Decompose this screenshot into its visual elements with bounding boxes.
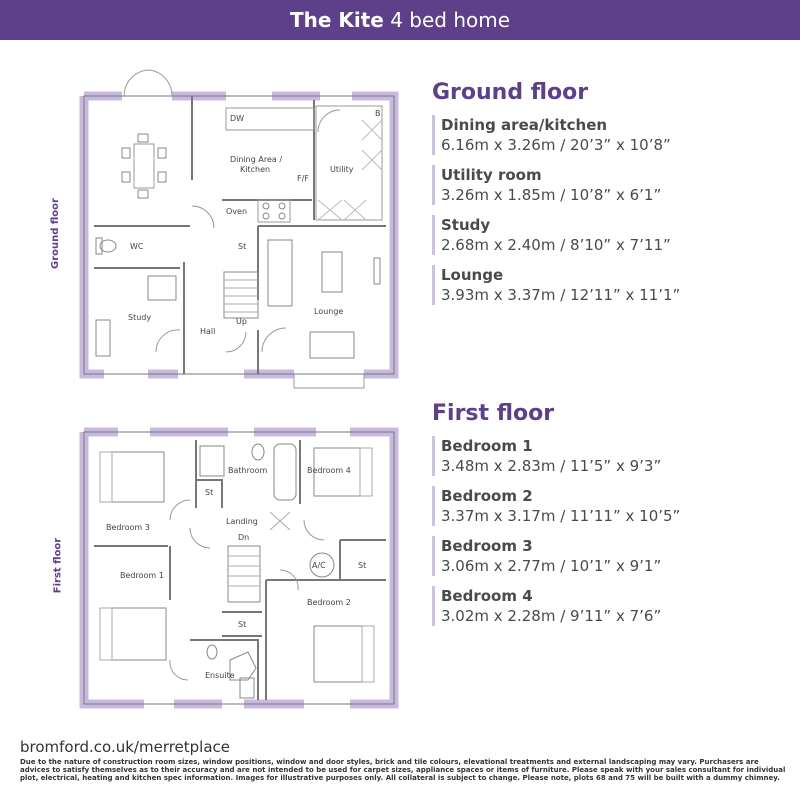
room-dimensions: 3.02m x 2.28m / 9’11” x 7’6” bbox=[441, 607, 662, 625]
plan-label-st3: St bbox=[238, 620, 247, 629]
room-entry bbox=[432, 486, 792, 526]
room-dimensions: 6.16m x 3.26m / 20’3” x 10’8” bbox=[441, 136, 671, 154]
room-dimensions: 3.93m x 3.37m / 12’11” x 11’1” bbox=[441, 286, 681, 304]
plan-label-boiler: B bbox=[375, 109, 381, 118]
room-entry bbox=[432, 115, 792, 155]
plan-label-dining: Dining Area / bbox=[230, 155, 283, 164]
room-entry bbox=[432, 215, 792, 255]
plan-label-study: Study bbox=[128, 313, 152, 322]
room-dimensions: 3.37m x 3.17m / 11’11” x 10’5” bbox=[441, 507, 681, 525]
plan-label-ac: A/C bbox=[312, 561, 326, 570]
plan-label-oven: Oven bbox=[226, 207, 248, 216]
house-name: The Kite bbox=[289, 8, 384, 32]
plan-label-utility: Utility bbox=[330, 165, 354, 174]
plan-label-wc: WC bbox=[130, 242, 144, 251]
plan-label-bedroom4: Bedroom 4 bbox=[307, 466, 351, 475]
room-dimensions: 3.06m x 2.77m / 10’1” x 9’1” bbox=[441, 557, 662, 575]
room-name: Study bbox=[441, 216, 491, 234]
plan-label-hall: Hall bbox=[200, 327, 216, 336]
page-header bbox=[0, 0, 800, 40]
plan-label-bedroom1: Bedroom 1 bbox=[120, 571, 164, 580]
plan-label-lounge: Lounge bbox=[314, 307, 344, 316]
first-floor-heading: First floor bbox=[432, 401, 555, 426]
side-label-first: First floor bbox=[52, 537, 64, 594]
room-entry bbox=[432, 586, 792, 626]
plan-label-landing: Landing bbox=[226, 517, 258, 526]
website-link[interactable]: bromford.co.uk/merretplace bbox=[20, 738, 231, 756]
plan-label-bedroom3: Bedroom 3 bbox=[106, 523, 150, 532]
plan-label-bathroom: Bathroom bbox=[228, 466, 268, 475]
room-name: Dining area/kitchen bbox=[441, 116, 608, 134]
plan-label-kitchen: Kitchen bbox=[240, 165, 271, 174]
side-label-ground: Ground floor bbox=[49, 198, 61, 269]
room-name: Bedroom 4 bbox=[441, 587, 533, 605]
plan-label-st2: St bbox=[358, 561, 367, 570]
room-dimensions: 3.26m x 1.85m / 10’8” x 6’1” bbox=[441, 186, 662, 204]
room-entry bbox=[432, 436, 792, 476]
room-entry bbox=[432, 165, 792, 205]
room-name: Bedroom 3 bbox=[441, 537, 533, 555]
plan-label-ff: F/F bbox=[297, 174, 309, 183]
room-name: Lounge bbox=[441, 266, 504, 284]
ground-floor-heading: Ground floor bbox=[432, 80, 589, 105]
plan-label-dw: DW bbox=[230, 114, 245, 123]
plan-label-st: St bbox=[238, 242, 247, 251]
room-name: Bedroom 1 bbox=[441, 437, 533, 455]
room-name: Bedroom 2 bbox=[441, 487, 533, 505]
ground-floor-section bbox=[432, 80, 792, 305]
room-entry bbox=[432, 536, 792, 576]
disclaimer-text: Due to the nature of construction room sizes, window positions, window and door styles, brick and tile colours, elevational treatments and external landscaping may vary. Purchasers are advices to satisfy themselves as to their accuracy and are not intended to be used for carpet sizes, appliance spaces or items of furniture. Please speak with your sales consultant for individual plot, electrical, heating and kitchen spec information. Images for illustrative purposes only. All collateral is subject to change. Please note, plots 68 and 75 will be built with a dummy chimney. bbox=[20, 758, 786, 782]
plan-label-up: Up bbox=[236, 317, 247, 326]
house-subtitle: 4 bed home bbox=[390, 8, 511, 32]
room-dimensions: 3.48m x 2.83m / 11’5” x 9’3” bbox=[441, 457, 662, 475]
plan-label-dn: Dn bbox=[238, 533, 250, 542]
floor-plans bbox=[0, 40, 420, 740]
room-entry bbox=[432, 265, 792, 305]
first-floor-section bbox=[432, 401, 792, 626]
plan-label-st1: St bbox=[205, 488, 214, 497]
room-specs bbox=[432, 80, 792, 626]
plan-label-bedroom2: Bedroom 2 bbox=[307, 598, 351, 607]
floor-plan-drawing bbox=[0, 40, 420, 740]
room-name: Utility room bbox=[441, 166, 542, 184]
room-dimensions: 2.68m x 2.40m / 8’10” x 7’11” bbox=[441, 236, 671, 254]
plan-label-ensuite: Ensuite bbox=[205, 671, 235, 680]
